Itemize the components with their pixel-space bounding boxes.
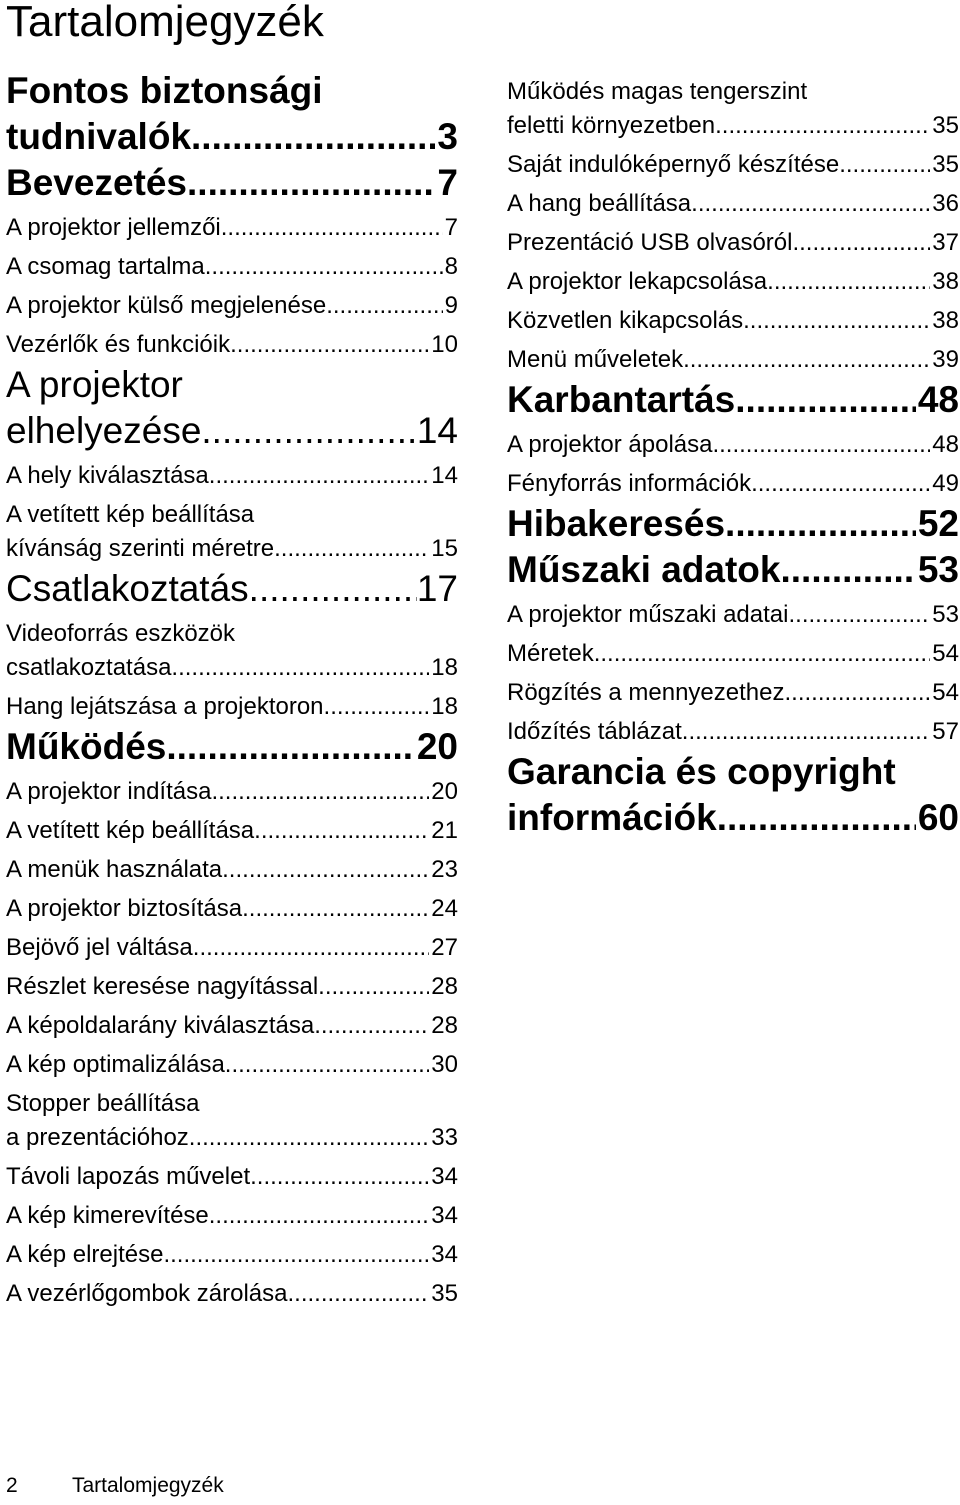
page-title: Tartalomjegyzék	[6, 0, 324, 46]
toc-title: Bevezetés	[6, 162, 188, 203]
toc-entry-row	[6, 651, 458, 685]
toc-entry[interactable]	[6, 289, 458, 323]
toc-title: A kép kimerevítése	[6, 1202, 209, 1229]
dot-leader	[230, 328, 429, 362]
toc-title: Vezérlők és funkcióik	[6, 331, 231, 358]
dot-leader	[191, 114, 435, 160]
toc-entry-row	[6, 250, 458, 284]
toc-entry-row	[507, 598, 959, 632]
dot-leader	[792, 226, 930, 260]
toc-page-number: 34	[431, 1241, 458, 1268]
toc-heading[interactable]	[6, 362, 458, 454]
toc-page-number: 10	[431, 331, 458, 358]
toc-page-number: 37	[932, 229, 959, 256]
toc-page-number: 48	[932, 431, 959, 458]
dot-leader	[222, 853, 429, 887]
toc-entry-row	[507, 265, 959, 299]
toc-entry[interactable]	[6, 498, 458, 566]
toc-heading[interactable]	[6, 566, 458, 612]
dot-leader	[274, 532, 429, 566]
toc-page-number: 9	[444, 292, 458, 319]
toc-entry[interactable]	[6, 690, 458, 724]
dot-leader	[785, 676, 931, 710]
toc-entry[interactable]	[6, 1087, 458, 1155]
toc-title-line: Videoforrás eszközök	[6, 620, 236, 647]
toc-title: feletti környezetben	[507, 112, 716, 139]
toc-title: Csatlakoztatás	[6, 568, 249, 609]
toc-entry[interactable]	[6, 328, 458, 362]
toc-title: A projektor ápolása	[507, 431, 713, 458]
toc-entry-row	[507, 676, 959, 710]
toc-page-number: 33	[431, 1124, 458, 1151]
toc-title: A projektor biztosítása	[6, 895, 243, 922]
toc-title: A vezérlőgombok zárolása	[6, 1280, 288, 1307]
toc-entry-row	[6, 211, 458, 245]
toc-title: A hely kiválasztása	[6, 462, 209, 489]
toc-page-number: 27	[431, 934, 458, 961]
toc-title: Időzítés táblázat	[507, 718, 682, 745]
dot-leader	[715, 109, 930, 143]
toc-entry-row	[507, 795, 959, 841]
dot-leader	[780, 547, 915, 593]
toc-title-line: A vetített kép beállítása	[6, 501, 255, 528]
toc-entry-row	[507, 428, 959, 462]
toc-page-number: 35	[431, 1280, 458, 1307]
page-footer	[6, 1472, 224, 1500]
toc-left-column	[6, 68, 458, 1311]
dot-leader	[839, 148, 930, 182]
toc-page-number: 34	[431, 1163, 458, 1190]
toc-page-number: 20	[431, 778, 458, 805]
toc-entry-row	[507, 377, 959, 423]
toc-entry-row	[6, 1199, 458, 1233]
toc-title: A projektor lekapcsolása	[507, 268, 768, 295]
toc-entry[interactable]	[6, 775, 458, 809]
toc-entry[interactable]	[6, 250, 458, 284]
toc-entry[interactable]	[507, 148, 959, 182]
toc-entry[interactable]	[6, 814, 458, 848]
toc-entry-row	[6, 1048, 458, 1082]
toc-entry-row	[507, 187, 959, 221]
toc-entry[interactable]	[507, 637, 959, 671]
toc-entry-row	[507, 501, 959, 547]
toc-title: Méretek	[507, 640, 594, 667]
toc-page-number: 24	[431, 895, 458, 922]
toc-title-line: Garancia és copyright	[507, 751, 896, 792]
toc-entry[interactable]	[6, 1160, 458, 1194]
toc-title: a prezentációhoz	[6, 1124, 189, 1151]
toc-title: Hang lejátszása a projektoron	[6, 693, 324, 720]
toc-entry-row	[507, 343, 959, 377]
toc-heading[interactable]	[6, 68, 458, 160]
dot-leader	[201, 408, 416, 454]
toc-entry-row	[6, 775, 458, 809]
toc-page-number: 7	[444, 214, 458, 241]
toc-title: A kép elrejtése	[6, 1241, 164, 1268]
toc-page-number: 38	[932, 307, 959, 334]
toc-entry[interactable]	[6, 459, 458, 493]
toc-title: Bejövő jel váltása	[6, 934, 193, 961]
dot-leader	[712, 428, 930, 462]
toc-entry-row	[6, 114, 458, 160]
toc-title: Menü műveletek	[507, 346, 684, 373]
toc-page-number: 21	[431, 817, 458, 844]
toc-title: Rögzítés a mennyezethez	[507, 679, 785, 706]
toc-title: Távoli lapozás művelet	[6, 1163, 251, 1190]
toc-heading[interactable]	[507, 501, 959, 547]
toc-title-line: Fontos biztonsági	[6, 70, 323, 111]
toc-entry-row	[507, 547, 959, 593]
toc-title: Prezentáció USB olvasóról	[507, 229, 793, 256]
toc-entry-row	[6, 1277, 458, 1311]
toc-entry[interactable]	[6, 211, 458, 245]
toc-title: elhelyezése	[6, 410, 202, 451]
toc-title: Fényforrás információk	[507, 470, 752, 497]
toc-entry-row	[6, 1121, 458, 1155]
toc-entry[interactable]	[507, 226, 959, 260]
dot-leader	[287, 1277, 429, 1311]
toc-title: Közvetlen kikapcsolás	[507, 307, 744, 334]
toc-entry-row	[6, 1009, 458, 1043]
toc-page-number: 52	[917, 503, 959, 544]
toc-page-number: 57	[932, 718, 959, 745]
toc-title-line: Működés magas tengerszint	[507, 78, 808, 105]
toc-entry-row	[6, 814, 458, 848]
dot-leader	[751, 467, 930, 501]
toc-entry-row	[507, 109, 959, 143]
toc-title: A képoldalarány kiválasztása	[6, 1012, 315, 1039]
toc-title: Hibakeresés	[507, 503, 726, 544]
toc-page-number: 35	[932, 112, 959, 139]
toc-entry[interactable]	[6, 853, 458, 887]
toc-entry[interactable]	[507, 187, 959, 221]
toc-entry[interactable]	[507, 265, 959, 299]
toc-title: Saját indulóképernyő készítése	[507, 151, 840, 178]
toc-entry[interactable]	[507, 428, 959, 462]
toc-entry-row	[6, 1160, 458, 1194]
dot-leader	[250, 1160, 429, 1194]
dot-leader	[683, 343, 930, 377]
dot-leader	[187, 160, 435, 206]
toc-title: A projektor külső megjelenése	[6, 292, 327, 319]
footer-label: Tartalomjegyzék	[72, 1474, 224, 1497]
toc-page-number: 23	[431, 856, 458, 883]
toc-entry[interactable]	[6, 970, 458, 1004]
dot-leader	[189, 1121, 430, 1155]
toc-page-number: 17	[416, 568, 458, 609]
dot-leader	[249, 566, 417, 612]
dot-leader	[221, 211, 443, 245]
dot-leader	[225, 1048, 430, 1082]
toc-title: A projektor jellemzői	[6, 214, 221, 241]
toc-page-number: 8	[444, 253, 458, 280]
toc-page-number: 28	[431, 973, 458, 1000]
toc-title: kívánság szerinti méretre	[6, 535, 275, 562]
toc-entry[interactable]	[507, 304, 959, 338]
dot-leader	[788, 598, 930, 632]
toc-page-number: 48	[917, 379, 959, 420]
toc-entry-row	[6, 690, 458, 724]
toc-title: A menük használata	[6, 856, 223, 883]
toc-heading[interactable]	[6, 724, 458, 770]
toc-title-line: Stopper beállítása	[6, 1090, 200, 1117]
toc-page-number: 18	[431, 693, 458, 720]
toc-entry[interactable]	[507, 676, 959, 710]
toc-title: A kép optimalizálása	[6, 1051, 225, 1078]
toc-page-number: 15	[431, 535, 458, 562]
toc-entry-row	[6, 724, 458, 770]
toc-heading[interactable]	[507, 377, 959, 423]
toc-page-number: 20	[416, 726, 458, 767]
toc-page-number: 34	[431, 1202, 458, 1229]
dot-leader	[209, 1199, 430, 1233]
toc-title-line: A projektor	[6, 364, 183, 405]
toc-page-number: 49	[932, 470, 959, 497]
dot-leader	[166, 724, 414, 770]
toc-page-number: 35	[932, 151, 959, 178]
toc-title: információk	[507, 797, 717, 838]
dot-leader	[691, 187, 930, 221]
toc-right-column	[507, 70, 959, 841]
toc-page-number: 3	[437, 116, 458, 157]
toc-page-number: 30	[431, 1051, 458, 1078]
toc-page-number: 38	[932, 268, 959, 295]
dot-leader	[735, 377, 916, 423]
toc-heading[interactable]	[507, 547, 959, 593]
dot-leader	[767, 265, 930, 299]
toc-title: tudnivalók	[6, 116, 192, 157]
toc-entry-row	[6, 1238, 458, 1272]
toc-page-number: 7	[437, 162, 458, 203]
toc-entry[interactable]	[507, 598, 959, 632]
dot-leader	[193, 931, 430, 965]
toc-title: A csomag tartalma	[6, 253, 205, 280]
toc-page-number: 53	[917, 549, 959, 590]
toc-entry[interactable]	[6, 1238, 458, 1272]
footer-page-number: 2	[6, 1474, 18, 1497]
toc-entry-row	[507, 148, 959, 182]
toc-entry[interactable]	[6, 1277, 458, 1311]
toc-page-number: 18	[431, 654, 458, 681]
dot-leader	[594, 637, 931, 671]
dot-leader	[682, 715, 931, 749]
toc-page-number: 54	[932, 640, 959, 667]
dot-leader	[209, 459, 430, 493]
dot-leader	[163, 1238, 429, 1272]
toc-title: Részlet keresése nagyítással	[6, 973, 319, 1000]
toc-entry-row	[6, 931, 458, 965]
toc-title: A hang beállítása	[507, 190, 692, 217]
dot-leader	[254, 814, 429, 848]
toc-heading[interactable]	[6, 160, 458, 206]
toc-entry[interactable]	[6, 1199, 458, 1233]
toc-page-number: 54	[932, 679, 959, 706]
dot-leader	[211, 775, 429, 809]
toc-page-number: 53	[932, 601, 959, 628]
toc-entry-row	[507, 637, 959, 671]
toc-entry[interactable]	[6, 892, 458, 926]
toc-entry-row	[507, 715, 959, 749]
toc-page-number: 14	[416, 410, 458, 451]
toc-heading[interactable]	[507, 749, 959, 841]
toc-page-number: 39	[932, 346, 959, 373]
dot-leader	[314, 1009, 429, 1043]
toc-entry-row	[6, 160, 458, 206]
toc-entry-row	[6, 892, 458, 926]
dot-leader	[326, 289, 442, 323]
toc-entry-row	[6, 289, 458, 323]
toc-entry-row	[507, 226, 959, 260]
toc-page-number: 28	[431, 1012, 458, 1039]
toc-title: A projektor indítása	[6, 778, 212, 805]
dot-leader	[205, 250, 443, 284]
toc-entry-row	[6, 566, 458, 612]
toc-title: csatlakoztatása	[6, 654, 172, 681]
toc-entry-row	[6, 853, 458, 887]
toc-title: Működés	[6, 726, 167, 767]
toc-entry-row	[6, 459, 458, 493]
toc-entry-row	[6, 970, 458, 1004]
toc-title: Karbantartás	[507, 379, 736, 420]
dot-leader	[324, 690, 430, 724]
dot-leader	[743, 304, 930, 338]
toc-entry[interactable]	[507, 343, 959, 377]
toc-entry[interactable]	[507, 467, 959, 501]
toc-entry-row	[6, 532, 458, 566]
toc-page-number: 36	[932, 190, 959, 217]
toc-entry[interactable]	[6, 617, 458, 685]
toc-entry-row	[6, 328, 458, 362]
dot-leader	[242, 892, 429, 926]
toc-entry[interactable]	[507, 715, 959, 749]
toc-title: A vetített kép beállítása	[6, 817, 255, 844]
dot-leader	[318, 970, 429, 1004]
toc-page-number: 14	[431, 462, 458, 489]
toc-entry[interactable]	[6, 931, 458, 965]
toc-title: Műszaki adatok	[507, 549, 781, 590]
dot-leader	[717, 795, 916, 841]
toc-entry[interactable]	[6, 1048, 458, 1082]
toc-title: A projektor műszaki adatai	[507, 601, 789, 628]
dot-leader	[725, 501, 916, 547]
toc-entry-row	[6, 408, 458, 454]
toc-entry-row	[507, 304, 959, 338]
dot-leader	[171, 651, 429, 685]
toc-entry[interactable]	[6, 1009, 458, 1043]
toc-page-number: 60	[917, 797, 959, 838]
toc-entry[interactable]	[507, 75, 959, 143]
toc-entry-row	[507, 467, 959, 501]
